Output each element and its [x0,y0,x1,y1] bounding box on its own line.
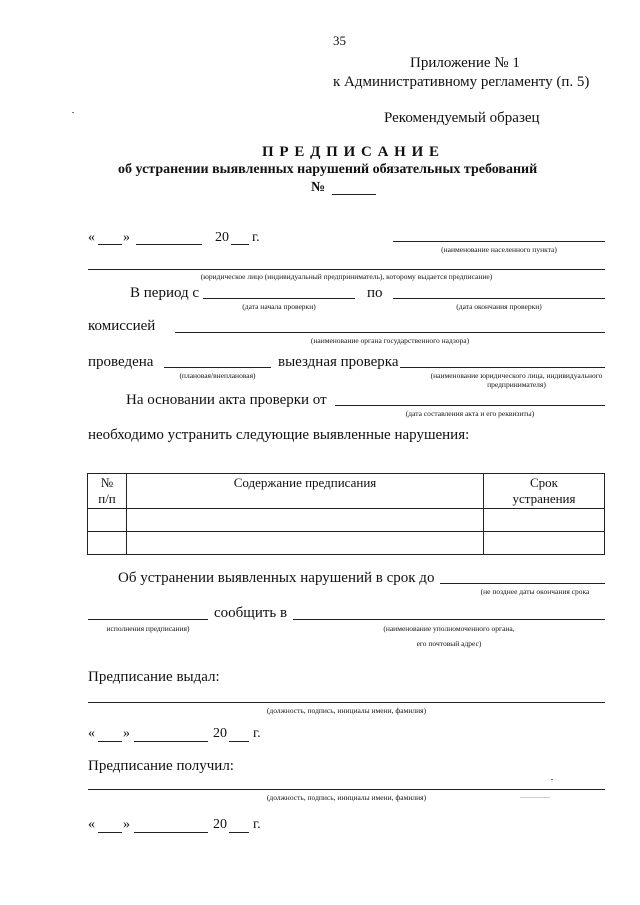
year-field[interactable] [229,832,249,833]
day-field[interactable] [98,832,122,833]
start-date-caption: (дата начала проверки) [242,302,316,311]
authority-caption: (наименование органа государственного надзора) [310,336,470,345]
period-label: В период с [130,285,200,301]
basis-label: На основании акта проверки от [126,392,327,408]
scan-speck [551,779,553,780]
year-prefix: 20 [213,726,227,741]
receiver-signature-field[interactable] [88,789,605,790]
sample-label: Рекомендуемый образец [384,110,540,126]
year-prefix: 20 [213,817,227,832]
regulation-label: к Административному регламенту (п. 5) [333,74,590,90]
open-quote: « [88,817,95,832]
authority-field[interactable] [175,332,605,333]
month-field[interactable] [134,832,208,833]
issued-label: Предписание выдал: [88,669,220,685]
violations-table [87,473,605,555]
day-field[interactable] [98,244,122,245]
table-header-row [88,474,605,509]
must-fix-label: необходимо устранить следующие выявленные нарушения: [88,427,470,443]
deadline-caption-1: (не позднее даты окончания срока [480,587,590,596]
planned-field[interactable] [164,367,271,368]
planned-caption: (плановая/внеплановая) [179,371,256,380]
document-subtitle: об устранении выявленных нарушений обязательных требований [118,162,538,177]
inspected-entity-field[interactable] [400,367,605,368]
inspected-entity-caption-2: предпринимателя) [487,380,546,389]
end-date-caption: (дата окончания проверки) [456,302,542,311]
row-1-content[interactable] [127,509,484,532]
received-label: Предписание получил: [88,758,234,774]
act-date-field[interactable] [335,405,605,406]
row-2-content[interactable] [127,532,484,555]
issuer-caption: (должность, подпись, инициалы имени, фамилия) [266,706,427,715]
open-quote: « [88,230,95,245]
open-quote: « [88,726,95,741]
table-row [88,509,605,532]
year-suffix: г. [253,726,261,741]
col-content-header: Содержание предписания [127,474,484,509]
row-1-deadline[interactable] [484,509,605,532]
month-field[interactable] [134,741,208,742]
page-number: 35 [333,33,346,48]
settlement-field[interactable] [393,241,605,242]
site-inspection-label: выездная проверка [278,354,399,370]
commission-label: комиссией [88,318,156,334]
row-2-deadline[interactable] [484,532,605,555]
close-quote: » [123,817,130,832]
row-2-number[interactable] [88,532,127,555]
day-field[interactable] [98,741,122,742]
period-to-label: по [367,285,383,301]
year-field[interactable] [229,741,249,742]
organ-caption-1: (наименование уполномоченного органа, [383,624,515,633]
year-suffix: г. [253,817,261,832]
issuer-signature-field[interactable] [88,702,605,703]
year-suffix: г. [252,230,260,245]
scan-speck [520,797,550,798]
number-label: № [311,180,326,195]
appendix-label: Приложение № 1 [410,55,520,71]
month-field[interactable] [136,244,202,245]
year-prefix: 20 [215,230,229,245]
close-quote: » [123,230,130,245]
deadline-caption-2: исполнения предписания) [106,624,190,633]
notify-label: сообщить в [214,605,288,621]
document-title: П Р Е Д П И С А Н И Е [262,144,440,160]
organ-field[interactable] [293,619,605,620]
organ-caption-2: его почтовый адрес) [416,639,482,648]
col-deadline-header: Срок устранения [484,474,605,509]
number-field[interactable] [332,194,376,195]
col-number-header: № п/п [88,474,127,509]
close-quote: » [123,726,130,741]
start-date-field[interactable] [203,298,355,299]
end-date-field[interactable] [393,298,605,299]
act-date-caption: (дата составления акта и его реквизиты) [405,409,535,418]
year-field[interactable] [231,244,249,245]
table-row [88,532,605,555]
settlement-caption: (наименование населенного пункта) [441,245,557,254]
deadline-continued-field[interactable] [88,619,208,620]
legal-entity-caption: (юридическое лицо (индивидуальный предприниматель), которому выдается предписание) [200,272,493,281]
report-text: Об устранении выявленных нарушений в срок до [118,570,435,586]
legal-entity-field[interactable] [88,269,605,270]
row-1-number[interactable] [88,509,127,532]
conducted-label: проведена [88,354,154,370]
receiver-caption: (должность, подпись, инициалы имени, фамилия) [266,793,427,802]
scan-speck [72,112,74,113]
report-deadline-field[interactable] [440,583,605,584]
inspected-entity-caption-1: (наименование юридического лица, индивидуального [430,371,603,380]
